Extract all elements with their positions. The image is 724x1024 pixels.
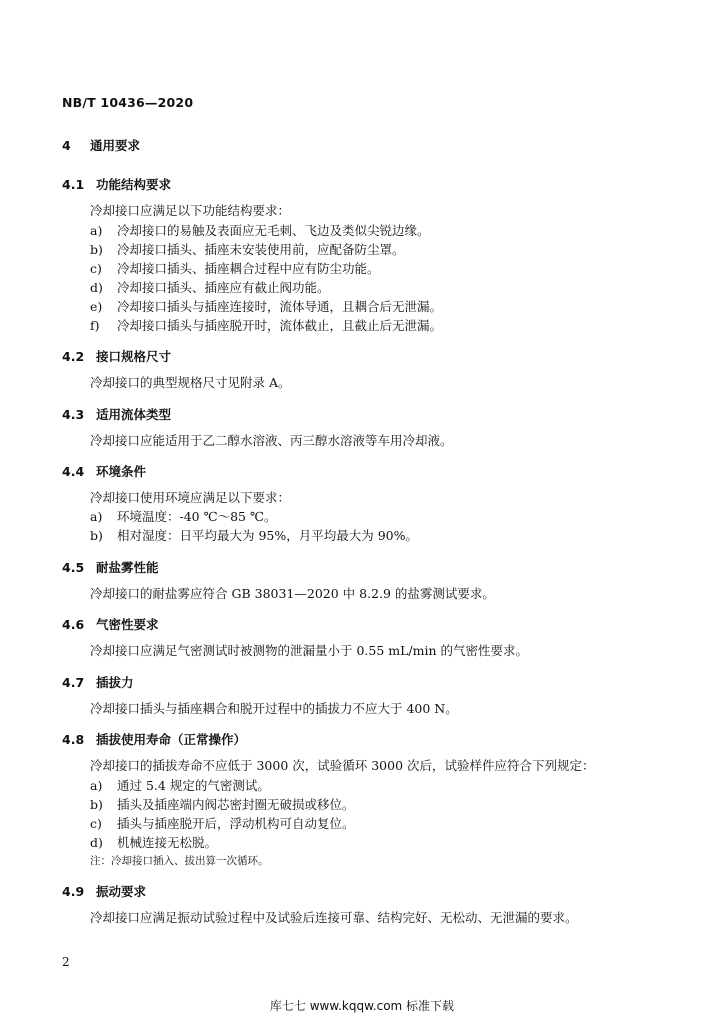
section-heading [62, 347, 171, 365]
section-title: 耐盐雾性能 [96, 560, 159, 575]
section-number: 4.3 [62, 407, 85, 422]
list-text: 冷却接口插头与插座脱开时，流体截止，且截止后无泄漏。 [117, 318, 443, 333]
list-label: c) [90, 816, 102, 831]
list-text: 环境温度：-40 ℃～85 ℃。 [117, 509, 277, 524]
list-label: c) [90, 261, 102, 276]
section-heading [62, 615, 159, 633]
section-title: 气密性要求 [96, 617, 159, 632]
list-item [90, 526, 418, 544]
page-number: 2 [62, 955, 70, 969]
paragraph: 冷却接口应满足以下功能结构要求： [90, 203, 291, 218]
paragraph: 冷却接口应能适用于乙二醇水溶液、丙三醇水溶液等车用冷却液。 [90, 433, 453, 448]
list-label: f) [90, 318, 100, 333]
list-item [90, 297, 442, 315]
list-item [90, 259, 380, 277]
section-heading [62, 175, 171, 193]
list-label: d) [90, 280, 103, 295]
chapter-title: 通用要求 [90, 138, 141, 153]
list-text: 插头及插座端内阀芯密封圈无破损或移位。 [117, 797, 355, 812]
section-heading [62, 405, 171, 423]
paragraph: 冷却接口的典型规格尺寸见附录 A。 [90, 375, 291, 390]
section-title: 适用流体类型 [96, 407, 172, 422]
section-title: 插拔使用寿命（正常操作） [96, 732, 247, 747]
list-label: b) [90, 797, 103, 812]
section-heading [62, 730, 246, 748]
paragraph: 冷却接口的耐盐雾应符合 GB 38031—2020 中 8.2.9 的盐雾测试要求。 [90, 586, 495, 601]
list-item [90, 507, 276, 525]
list-text: 冷却接口的易触及表面应无毛刺、飞边及类似尖锐边缘。 [117, 223, 430, 238]
list-item [90, 833, 217, 851]
section-number: 4.7 [62, 675, 85, 690]
section-title: 振动要求 [96, 884, 147, 899]
section-heading [62, 882, 146, 900]
section-heading [62, 673, 134, 691]
chapter-number: 4 [62, 138, 71, 153]
list-label: d) [90, 835, 103, 850]
list-text: 冷却接口插头、插座未安装使用前，应配备防尘罩。 [117, 242, 405, 257]
list-item [90, 814, 355, 832]
section-title: 插拔力 [96, 675, 134, 690]
section-number: 4.9 [62, 884, 85, 899]
section-number: 4.1 [62, 177, 85, 192]
section-heading [62, 558, 159, 576]
list-text: 冷却接口插头与插座连接时，流体导通，且耦合后无泄漏。 [117, 299, 443, 314]
section-number: 4.8 [62, 732, 85, 747]
section-heading [62, 462, 146, 480]
paragraph: 冷却接口应满足气密测试时被测物的泄漏量小于 0.55 mL/min 的气密性要求。 [90, 643, 529, 658]
list-text: 冷却接口插头、插座应有截止阀功能。 [117, 280, 330, 295]
list-item [90, 316, 442, 334]
document-id: NB/T 10436—2020 [62, 95, 194, 110]
footer-watermark: 库七七 www.kqqw.com 标准下载 [269, 999, 455, 1013]
section-number: 4.5 [62, 560, 85, 575]
list-text: 插头与插座脱开后，浮动机构可自动复位。 [117, 816, 355, 831]
chapter-heading [62, 136, 140, 154]
list-text: 相对湿度：日平均最大为 95%，月平均最大为 90%。 [117, 528, 419, 543]
paragraph: 冷却接口使用环境应满足以下要求： [90, 490, 291, 505]
section-number: 4.2 [62, 349, 85, 364]
list-label: b) [90, 528, 103, 543]
list-text: 通过 5.4 规定的气密测试。 [117, 778, 270, 793]
list-label: b) [90, 242, 103, 257]
list-text: 机械连接无松脱。 [117, 835, 218, 850]
section-number: 4.4 [62, 464, 85, 479]
list-label: a) [90, 223, 103, 238]
list-item [90, 240, 405, 258]
note: 注：冷却接口插入、拔出算一次循环。 [90, 855, 269, 867]
list-item [90, 278, 330, 296]
list-label: e) [90, 299, 103, 314]
section-title: 接口规格尺寸 [96, 349, 172, 364]
list-label: a) [90, 778, 103, 793]
paragraph: 冷却接口插头与插座耦合和脱开过程中的插拔力不应大于 400 N。 [90, 701, 458, 716]
list-label: a) [90, 509, 103, 524]
section-title: 功能结构要求 [96, 177, 172, 192]
section-title: 环境条件 [96, 464, 147, 479]
section-number: 4.6 [62, 617, 85, 632]
list-text: 冷却接口插头、插座耦合过程中应有防尘功能。 [117, 261, 380, 276]
list-item [90, 776, 270, 794]
list-item [90, 795, 355, 813]
paragraph: 冷却接口应满足振动试验过程中及试验后连接可靠、结构完好、无松动、无泄漏的要求。 [90, 910, 578, 925]
list-item [90, 221, 430, 239]
paragraph: 冷却接口的插拔寿命不应低于 3000 次，试验循环 3000 次后，试验样件应符合下列规定： [90, 758, 595, 773]
